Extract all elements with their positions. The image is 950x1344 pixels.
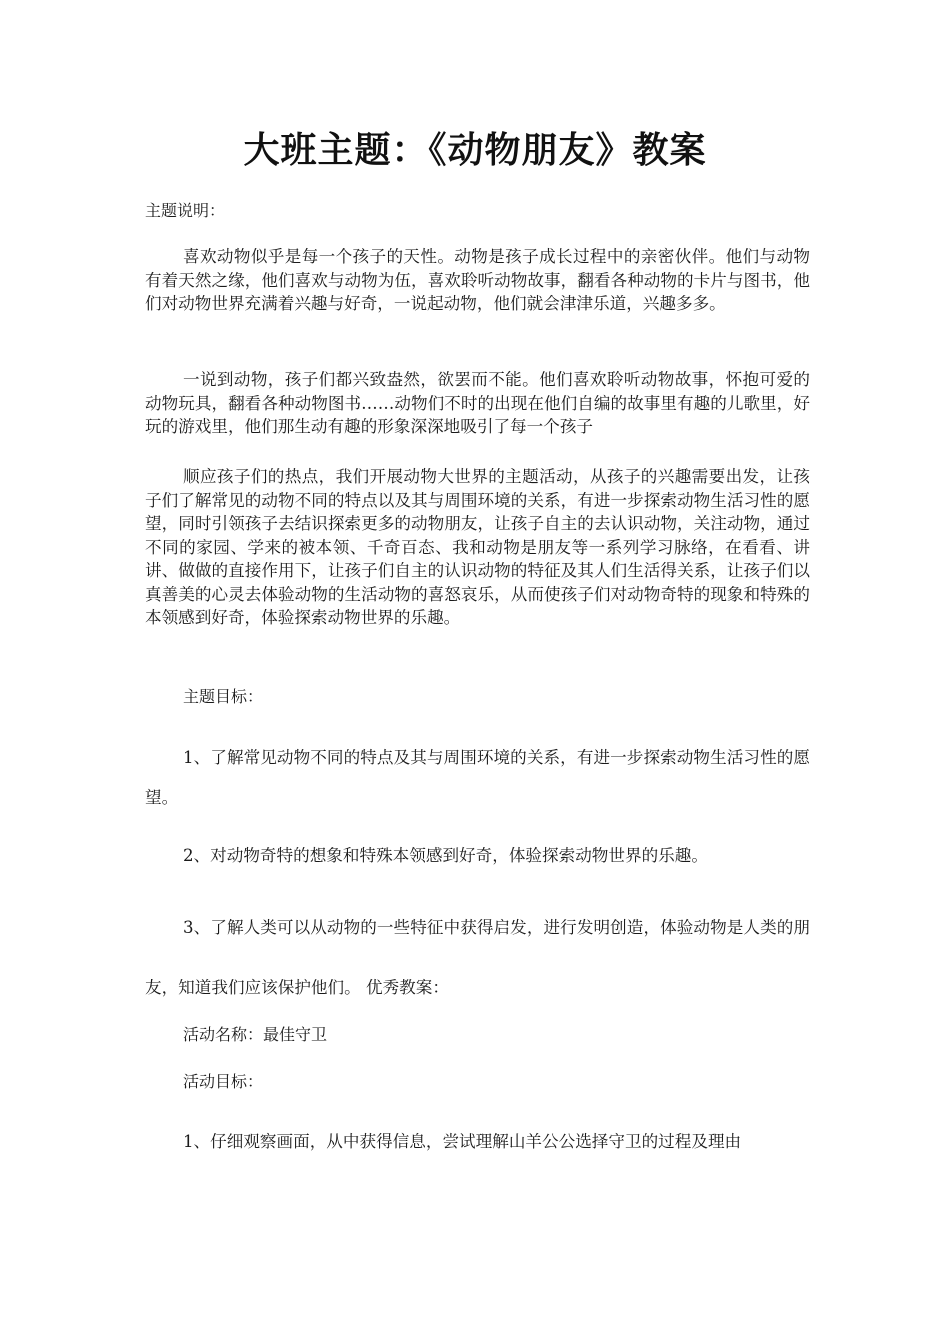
theme-goal-2: 2、对动物奇特的想象和特殊本领感到好奇，体验探索动物世界的乐趣。 [183,846,708,865]
activity-name: 活动名称：最佳守卫 [183,1025,328,1044]
document-title: 大班主题：《动物朋友》教案 [243,130,707,171]
activity-goal-1: 1、仔细观察画面，从中获得信息，尝试理解山羊公公选择守卫的过程及理由 [183,1132,742,1151]
theme-goal-1: 1、了解常见动物不同的特点及其与周围环境的关系，有进一步探索动物生活习性的愿望。 [145,748,810,807]
theme-goals-label: 主题目标： [183,687,264,706]
intro-paragraph-1: 喜欢动物似乎是每一个孩子的天性。动物是孩子成长过程中的亲密伙伴。他们与动物有着天然之缘，他们喜欢与动物为伍，喜欢聆听动物故事，翻看各种动物的卡片与图书，他们对动物世界充满着兴趣与好奇，一说起动物，他们就会津津乐道，兴趣多多。 [145,247,810,313]
intro-paragraph-2: 一说到动物，孩子们都兴致盎然，欲罢而不能。他们喜欢聆听动物故事，怀抱可爱的动物玩具，翻看各种动物图书……动物们不时的出现在他们自编的故事里有趣的儿歌里，好玩的游戏里，他们那生动有趣的形象深深地吸引了每一个孩子 [145,370,810,436]
intro-paragraph-3: 顺应孩子们的热点，我们开展动物大世界的主题活动，从孩子的兴趣需要出发，让孩子们了解常见的动物不同的特点以及其与周围环境的关系，有进一步探索动物生活习性的愿望，同时引领孩子去结识探索更多的动物朋友，让孩子自主的去认识动物，关注动物，通过不同的家园、学来的被本领、千奇百态、我和动物是朋友等一系列学习脉络，在看看、讲讲、做做的直接作用下，让孩子们自主的认识动物的特征及其人们生活得关系，让孩子们以真善美的心灵去体验动物的生活动物的喜怒哀乐，从而使孩子们对动物奇特的现象和特殊的本领感到好奇，体验探索动物世界的乐趣。 [145,467,810,627]
activity-goals-label: 活动目标： [183,1072,264,1091]
theme-goal-3: 3、了解人类可以从动物的一些特征中获得启发，进行发明创造，体验动物是人类的朋友，知道我们应该保护他们。 优秀教案： [145,918,810,997]
theme-intro-label: 主题说明： [145,201,226,220]
